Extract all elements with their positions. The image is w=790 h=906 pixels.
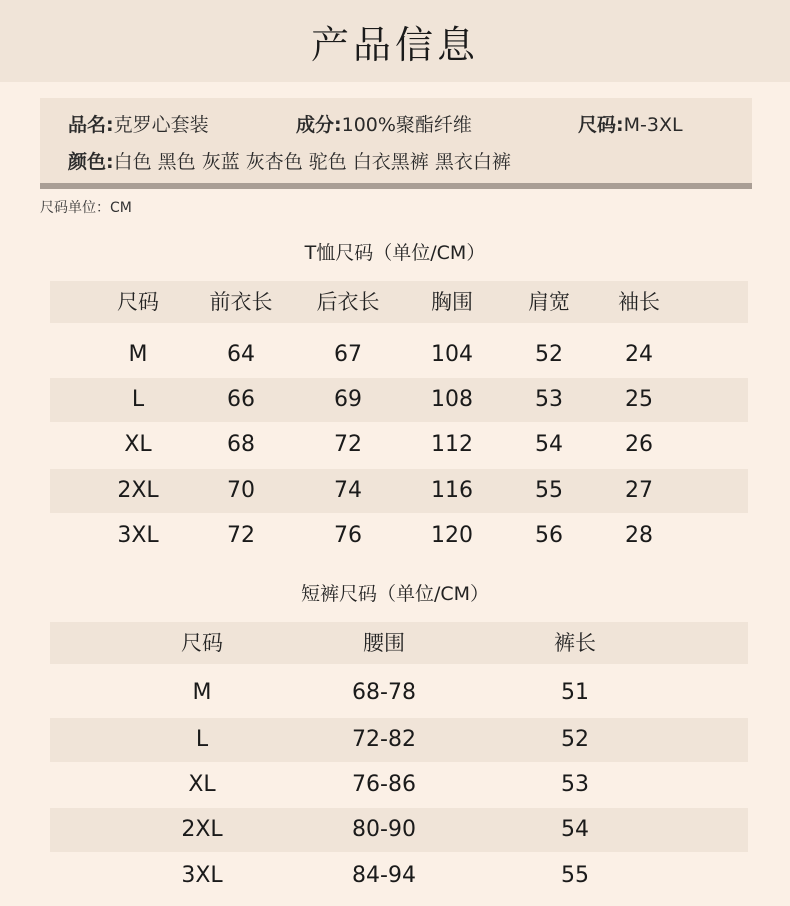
tshirt-column-header: 袖长 <box>618 290 660 314</box>
shorts-table-cell: L <box>195 727 209 752</box>
shorts-table-cell: 68-78 <box>352 680 416 705</box>
tshirt-table-cell: 104 <box>431 342 473 367</box>
shorts-table-cell: 52 <box>561 727 589 752</box>
info-divider <box>40 183 752 189</box>
product-info-box <box>40 98 752 183</box>
tshirt-table-cell: 56 <box>535 523 563 548</box>
tshirt-table-cell: 52 <box>535 342 563 367</box>
product-name: 品名:克罗心套装 <box>68 114 209 136</box>
tshirt-table-cell: 69 <box>334 387 362 412</box>
shorts-column-header: 裤长 <box>554 631 596 655</box>
shorts-table-cell: 54 <box>561 817 589 842</box>
tshirt-column-header: 肩宽 <box>528 290 570 314</box>
tshirt-column-header: 尺码 <box>117 290 159 314</box>
product-color-label: 颜色: <box>68 151 114 173</box>
shorts-table-row <box>50 763 748 807</box>
shorts-table-row <box>50 854 748 898</box>
tshirt-table-row <box>50 469 748 513</box>
tshirt-column-header: 前衣长 <box>209 290 273 314</box>
tshirt-column-header: 后衣长 <box>316 290 380 314</box>
tshirt-table-cell: 68 <box>227 432 255 457</box>
shorts-table-cell: XL <box>188 772 216 797</box>
shorts-table-cell: 53 <box>561 772 589 797</box>
tshirt-table-cell: L <box>131 387 145 412</box>
shorts-table-cell: 76-86 <box>352 772 416 797</box>
shorts-table-cell: 84-94 <box>352 863 416 888</box>
shorts-header-row <box>50 622 748 664</box>
tshirt-header-row <box>50 281 748 323</box>
shorts-column-header: 腰围 <box>363 631 405 655</box>
shorts-table-cell: 3XL <box>181 863 223 888</box>
shorts-table-cell: 2XL <box>181 817 223 842</box>
shorts-table-cell: 51 <box>561 680 589 705</box>
page-title: 产品信息 <box>310 22 479 67</box>
tshirt-table-cell: 64 <box>227 342 255 367</box>
tshirt-table-cell: 66 <box>227 387 255 412</box>
tshirt-table-cell: 72 <box>227 523 255 548</box>
header-banner <box>0 0 790 82</box>
tshirt-table-cell: 27 <box>625 478 653 503</box>
shorts-table-row <box>50 808 748 852</box>
tshirt-table-cell: 108 <box>431 387 473 412</box>
tshirt-table-cell: 74 <box>334 478 362 503</box>
tshirt-table-cell: M <box>128 342 148 367</box>
tshirt-table-cell: 54 <box>535 432 563 457</box>
tshirt-table-cell: 116 <box>431 478 473 503</box>
shorts-table-row <box>50 671 748 715</box>
product-color-value: 白色 黑色 灰蓝 灰杏色 驼色 白衣黑裤 黑衣白裤 <box>113 151 511 173</box>
shorts-table-cell: 72-82 <box>352 727 416 752</box>
tshirt-table-cell: 28 <box>625 523 653 548</box>
shorts-section-title: 短裤尺码（单位/CM） <box>300 583 490 605</box>
tshirt-table-cell: 67 <box>334 342 362 367</box>
tshirt-table-cell: 70 <box>227 478 255 503</box>
shorts-table-cell: 80-90 <box>352 817 416 842</box>
tshirt-table-cell: 55 <box>535 478 563 503</box>
tshirt-table-cell: 24 <box>625 342 653 367</box>
shorts-table-row <box>50 718 748 762</box>
tshirt-table-cell: 120 <box>431 523 473 548</box>
tshirt-table-cell: 53 <box>535 387 563 412</box>
tshirt-table-cell: 112 <box>431 432 473 457</box>
tshirt-table-row <box>50 423 748 467</box>
tshirt-section-title: T恤尺码（单位/CM） <box>304 242 486 264</box>
product-material: 成分:100%聚酯纤维 <box>296 114 472 136</box>
tshirt-table-row <box>50 378 748 422</box>
tshirt-table-row <box>50 333 748 377</box>
tshirt-column-header: 胸围 <box>431 290 473 314</box>
shorts-table-cell: M <box>192 680 212 705</box>
tshirt-table-cell: 3XL <box>117 523 159 548</box>
tshirt-table-cell: 25 <box>625 387 653 412</box>
unit-note: 尺码单位：CM <box>40 200 132 216</box>
tshirt-table-cell: 2XL <box>117 478 159 503</box>
tshirt-table-cell: 76 <box>334 523 362 548</box>
shorts-table-cell: 55 <box>561 863 589 888</box>
tshirt-table-cell: 72 <box>334 432 362 457</box>
tshirt-table-cell: 26 <box>625 432 653 457</box>
shorts-column-header: 尺码 <box>181 631 223 655</box>
tshirt-table-row <box>50 514 748 558</box>
product-size-range: 尺码:M-3XL <box>578 114 683 136</box>
tshirt-table-cell: XL <box>124 432 152 457</box>
info-row-2 <box>68 147 511 174</box>
